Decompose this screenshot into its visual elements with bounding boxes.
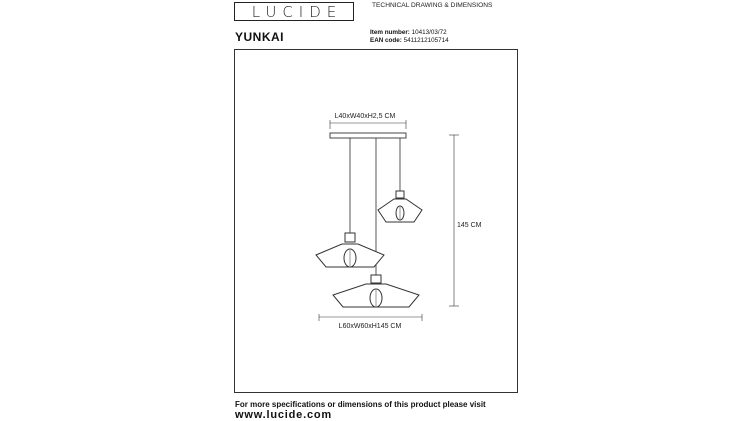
overall-dimension-label: L60xW60xH145 CM <box>338 323 402 330</box>
footer-note: For more specifications or dimensions of this product please visit <box>235 400 486 409</box>
document-type-label: TECHNICAL DRAWING & DIMENSIONS <box>372 2 493 9</box>
ean-label: EAN code: <box>370 37 402 44</box>
item-number-label: Item number: <box>370 29 410 36</box>
height-dimension <box>449 135 459 306</box>
footer-url-link[interactable]: www.lucide.com <box>235 409 332 421</box>
pendant-medium <box>316 233 384 267</box>
height-dimension-label: 145 CM <box>457 222 482 229</box>
technical-drawing <box>234 49 518 393</box>
canopy-plate <box>330 133 406 138</box>
item-number-row <box>370 29 449 37</box>
pendant-large <box>333 275 419 307</box>
ean-row <box>370 37 449 45</box>
product-name: YUNKAI <box>235 30 285 44</box>
brand-logo: LUCIDE <box>234 2 354 21</box>
ean-value: 5411212105714 <box>403 37 449 44</box>
item-number-value: 10413/03/72 <box>411 29 447 36</box>
product-meta <box>370 29 449 45</box>
pendant-small <box>378 191 422 222</box>
canopy-dimension <box>330 120 406 129</box>
canopy-dimension-label: L40xW40xH2,5 CM <box>334 113 396 120</box>
width-dimension <box>319 314 422 321</box>
